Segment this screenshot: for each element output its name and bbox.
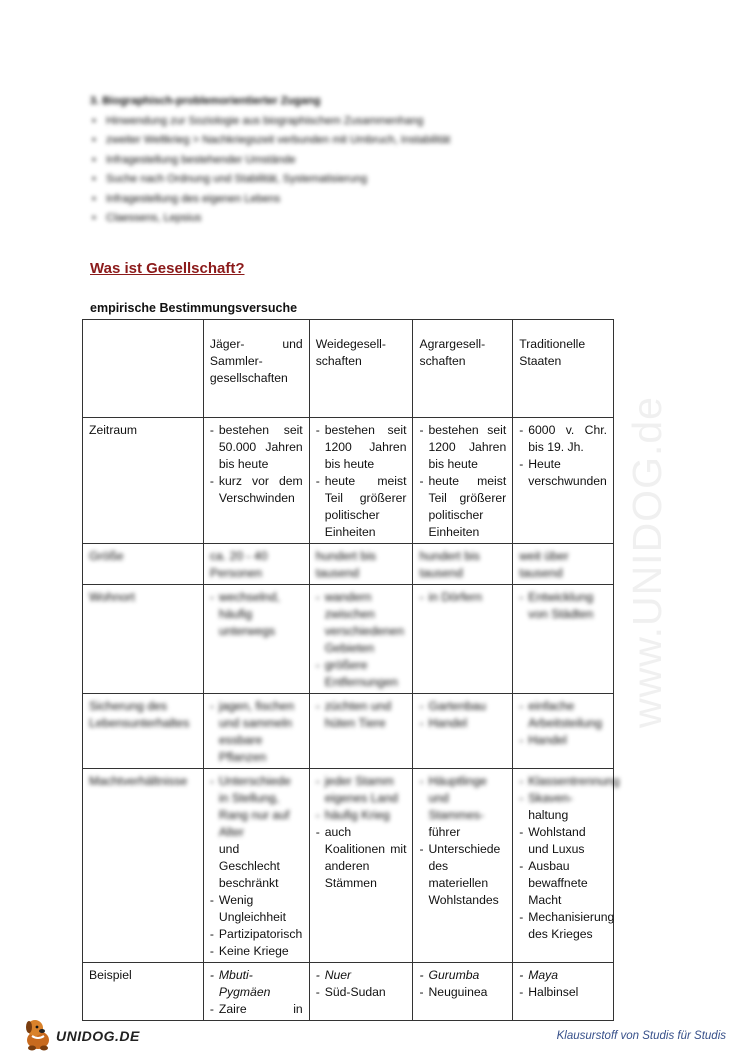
table-cell [413,585,513,694]
table-cell [309,963,413,1021]
cell-item: - Partizipatorisch [210,926,303,943]
table-header-row [83,320,614,418]
cell-item: - Wenig Ungleichheit [210,892,303,926]
cell-item: - heute meist Teil größerer politischer Einheiten [419,473,506,541]
cell-item-blurred: - häufig Krieg [316,807,407,824]
cell-item: - Mbuti-Pygmäen [210,967,303,1001]
table-cell [203,418,309,544]
table-cell [203,963,309,1021]
intro-bullet: • Suche nach Ordnung und Stabilität, Systematisierung [106,170,650,190]
cell-item-blurred: - Unterschiede in Stellung, Rang nur auf Alter [210,773,303,841]
table-cell: ca. 20 - 40 Personen [203,544,309,585]
table-cell [309,694,413,769]
table-row-beispiel [83,963,614,1021]
intro-heading: 3. Biographisch-problemorientierter Zugang [90,95,321,107]
table-cell: hundert bis tausend [413,544,513,585]
table-cell [513,694,614,769]
header-cell-empty [83,320,204,418]
table-cell [203,585,309,694]
table-row-sicherung [83,694,614,769]
cell-item: - bestehen seit 1200 Jahren bis heute [316,422,407,473]
intro-bullet: • Hinwendung zur Soziologie aus biographischem Zusammenhang [106,112,650,132]
footer-tagline: Klausurstoff von Studis für Studis [556,1030,726,1042]
table-row-macht [83,769,614,963]
cell-item: - kurz vor dem Verschwinden [210,473,303,507]
cell-item: - bestehen seit 50.000 Jahren bis heute [210,422,303,473]
watermark: www.UNIDOG.de [624,396,670,728]
cell-item: - Zaire in [210,1001,303,1018]
table-row-groesse [83,544,614,585]
cell-item: - Mechanisierung des Krieges [519,909,607,943]
cell-item: - Neuguinea [419,984,506,1001]
header-cell: Weidegesell-schaften [309,320,413,418]
intro-bullet: • Claessens, Lepsius [106,209,650,229]
row-label: Sicherung des Lebensunterhaltes [83,694,204,769]
table-cell [413,418,513,544]
cell-item-blurred: - jeder Stamm eigenes Land [316,773,407,807]
cell-item: - Entwicklung von Städten [519,589,607,623]
cell-item: - Handel [519,732,607,749]
cell-item-blurred: - Klassentrennung [519,773,607,790]
table-cell [513,769,620,963]
row-label: Beispiel [83,963,204,1021]
cell-item: - Keine Kriege [210,943,303,960]
table-cell: hundert bis tausend [309,544,413,585]
table-row-zeitraum [83,418,614,544]
society-table [82,319,620,1021]
cell-item: - größere Entfernungen [316,657,407,691]
row-label: Zeitraum [83,418,204,544]
row-label-text: Machtverhältnisse [89,774,188,788]
cell-item-blurred: - Häuptlinge und Stammes- [419,773,506,824]
cell-item: - Wohlstand und Luxus [519,824,607,858]
cell-item: - Unterschiede des materiellen Wohlstandes [419,841,506,909]
table-cell [413,963,513,1021]
table-title: empirische Bestimmungsversuche [90,301,298,315]
unidog-logo[interactable] [22,1012,152,1052]
row-label [83,769,204,963]
intro-section [90,92,650,229]
table-cell [309,769,413,963]
intro-bullet: • Infragestellung bestehender Umstände [106,151,650,171]
table-cell [513,418,614,544]
table-cell [513,963,614,1021]
table-row-wohnort [83,585,614,694]
cell-item: - Heute verschwunden [519,456,607,490]
table-cell [413,694,513,769]
table-cell [413,769,513,963]
row-label: Größe [83,544,204,585]
table-cell [309,418,413,544]
cell-item: - heute meist Teil größerer politischer Einheiten [316,473,407,541]
cell-item: - einfache Arbeitsteilung [519,698,607,732]
intro-bullet: • zweiter Weltkrieg > Nachkriegszeit verbunden mit Umbruch, Instabilität [106,131,650,151]
section-title: Was ist Gesellschaft? [90,260,245,277]
cell-item: - wandern zwischen verschiedenen Gebieten [316,589,407,657]
header-cell: Agrargesell-schaften [413,320,513,418]
cell-item: - Gartenbau [419,698,506,715]
row-label: Wohnort [83,585,204,694]
cell-item: - in Dörfern [419,589,506,606]
cell-item: - auch Koalitionen mit anderen Stämmen [316,824,407,892]
cell-item: - wechselnd, häufig unterwegs [210,589,303,640]
cell-item: - Ausbau bewaffnete Macht [519,858,607,909]
cell-item: - Halbinsel [519,984,607,1001]
cell-item: - Maya [519,967,607,984]
table-cell [203,694,309,769]
intro-bullet-list [90,112,650,229]
table-cell [513,585,614,694]
cell-item: - 6000 v. Chr. bis 19. Jh. [519,422,607,456]
cell-continuation: führer [428,825,461,839]
cell-item: - bestehen seit 1200 Jahren bis heute [419,422,506,473]
cell-item: - Nuer [316,967,407,984]
cell-item: - Handel [419,715,506,732]
header-cell: Traditionelle Staaten [513,320,614,418]
intro-bullet: • Infragestellung des eigenen Lebens [106,190,650,210]
cell-item: - Gurumba [419,967,506,984]
table-cell [309,585,413,694]
table-cell [203,769,309,963]
cell-item-blurred: - Skaven- [519,790,607,807]
cell-item: - jagen, fischen und sammeln essbare Pflanzen [210,698,303,766]
table-cell: weit über tausend [513,544,614,585]
cell-continuation: und Geschlecht beschränkt [218,842,280,890]
cell-continuation: haltung [528,808,569,822]
header-cell: Jäger- und Sammler-gesellschaften [203,320,309,418]
cell-item: - Süd-Sudan [316,984,407,1001]
cell-item: - züchten und hüten Tiere [316,698,407,732]
logo-text: UNIDOG.DE [56,1028,140,1044]
